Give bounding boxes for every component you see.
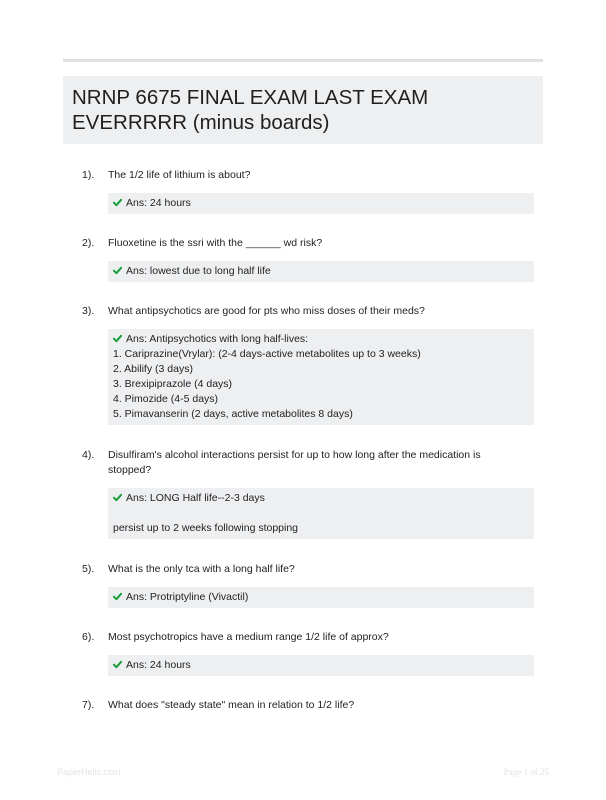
answer-text: Ans: 24 hours (126, 659, 191, 671)
question-number: 3). (82, 305, 95, 317)
question-number: 6). (82, 631, 95, 643)
answer-text: Ans: Protriptyline (Vivactil) (126, 591, 249, 603)
answer-text: persist up to 2 weeks following stopping (113, 522, 299, 534)
page-number: Page 1 of 25 (503, 767, 549, 777)
answer-box (108, 329, 534, 425)
answer-box (108, 261, 534, 282)
question-number: 1). (82, 169, 95, 181)
question-text: What does "steady state" mean in relation to 1/2 life? (108, 699, 355, 711)
answer-line (113, 362, 534, 377)
checkmark-icon (113, 198, 122, 207)
answer-line (113, 347, 534, 362)
question-number: 4). (82, 449, 95, 461)
checkmark-icon (113, 592, 122, 601)
checkmark-icon (113, 334, 122, 343)
page-title: NRNP 6675 FINAL EXAM LAST EXAM EVERRRRR (minus boards) (72, 86, 429, 134)
answer-text: 1. Cariprazine(Vrylar): (2-4 days-active metabolites up to 3 weeks) (113, 348, 421, 360)
answer-text: 4. Pimozide (4-5 days) (113, 393, 219, 405)
answer-text: 2. Abilify (3 days) (113, 363, 193, 375)
question-text: What antipsychotics are good for pts who miss doses of their meds? (108, 305, 425, 317)
answer-spacer (113, 506, 534, 521)
question-number: 2). (82, 237, 95, 249)
question-text: Fluoxetine is the ssri with the ______ wd risk? (108, 237, 323, 249)
answer-text: Ans: Antipsychotics with long half-lives: (126, 333, 309, 345)
question-text: Most psychotropics have a medium range 1/2 life of approx? (108, 631, 389, 643)
checkmark-icon (113, 660, 122, 669)
answer-line (113, 521, 534, 536)
answer-text: Ans: LONG Half life--2-3 days (126, 492, 265, 504)
answer-box (108, 655, 534, 676)
question-text: Disulfiram's alcohol interactions persist for up to how long after the medication is stopped? (108, 449, 481, 476)
top-divider (63, 59, 543, 62)
question-text: What is the only tca with a long half life? (108, 563, 295, 575)
answer-text: Ans: 24 hours (126, 197, 191, 209)
answer-line (113, 196, 534, 211)
checkmark-icon (113, 266, 122, 275)
answer-line (113, 264, 534, 279)
title-box (63, 76, 543, 144)
question-number: 7). (82, 699, 95, 711)
question-text: The 1/2 life of lithium is about? (108, 169, 251, 181)
answer-line (113, 590, 534, 605)
answer-text: Ans: lowest due to long half life (126, 265, 271, 277)
answer-text: 5. Pimavanserin (2 days, active metabolites 8 days) (113, 408, 353, 420)
answer-text: 3. Brexipiprazole (4 days) (113, 378, 233, 390)
answer-box (108, 488, 534, 539)
answer-line (113, 407, 534, 422)
answer-line (113, 392, 534, 407)
footer-watermark: PaperHelic.com (57, 767, 121, 777)
answer-line (113, 491, 534, 506)
checkmark-icon (113, 493, 122, 502)
answer-box (108, 193, 534, 214)
question-number: 5). (82, 563, 95, 575)
answer-line (113, 658, 534, 673)
answer-box (108, 587, 534, 608)
answer-line (113, 377, 534, 392)
answer-line (113, 332, 534, 347)
